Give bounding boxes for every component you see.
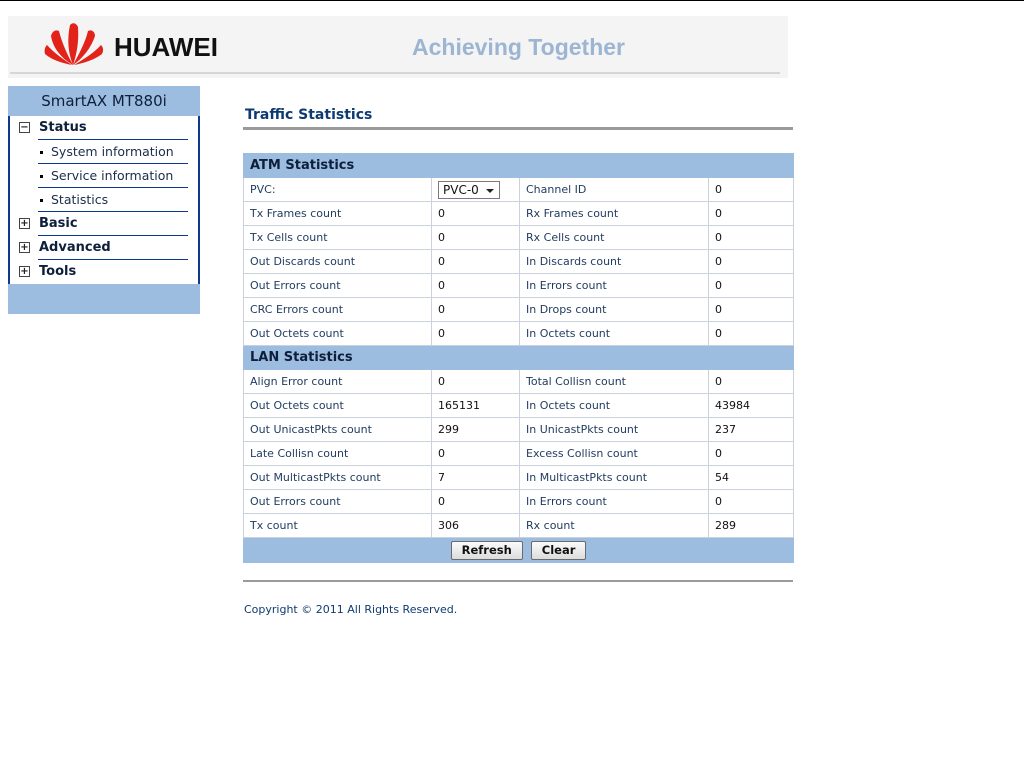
header-divider bbox=[10, 72, 780, 74]
sidebar bbox=[8, 86, 200, 314]
button-row bbox=[244, 538, 794, 563]
stat-label: Out Discards count bbox=[244, 250, 432, 274]
bullet-icon bbox=[40, 151, 43, 154]
title-divider bbox=[243, 127, 793, 130]
menu-tools[interactable] bbox=[10, 260, 198, 284]
clear-button[interactable]: Clear bbox=[531, 541, 587, 560]
pvc-select[interactable] bbox=[438, 181, 500, 199]
channel-id-label: Channel ID bbox=[520, 178, 709, 202]
stat-label: Align Error count bbox=[244, 370, 432, 394]
nav-menu bbox=[8, 116, 200, 284]
menu-advanced[interactable] bbox=[10, 236, 198, 260]
stat-value: 0 bbox=[709, 322, 794, 346]
menu-service-information[interactable] bbox=[10, 164, 198, 188]
bullet-icon bbox=[40, 175, 43, 178]
stat-label: Tx Cells count bbox=[244, 226, 432, 250]
stat-value: 0 bbox=[709, 442, 794, 466]
stat-value: 0 bbox=[709, 274, 794, 298]
stat-value: 0 bbox=[432, 490, 520, 514]
stat-label: Out UnicastPkts count bbox=[244, 418, 432, 442]
menu-tools-label: Tools bbox=[39, 264, 77, 279]
copyright: Copyright © 2011 All Rights Reserved. bbox=[244, 603, 458, 616]
stat-value: 43984 bbox=[709, 394, 794, 418]
menu-item-label: Statistics bbox=[51, 192, 109, 207]
stat-value: 0 bbox=[432, 370, 520, 394]
bullet-icon bbox=[40, 199, 43, 202]
stat-value: 289 bbox=[709, 514, 794, 538]
table-row bbox=[244, 226, 794, 250]
refresh-button[interactable]: Refresh bbox=[451, 541, 523, 560]
brand-name: HUAWEI bbox=[114, 32, 218, 62]
menu-system-information[interactable] bbox=[10, 140, 198, 164]
stat-label: Excess Collisn count bbox=[520, 442, 709, 466]
stat-value: 0 bbox=[709, 370, 794, 394]
collapse-icon[interactable]: − bbox=[20, 122, 29, 133]
stat-value: 0 bbox=[432, 250, 520, 274]
lan-section-header bbox=[244, 346, 794, 370]
chevron-down-icon bbox=[486, 189, 494, 193]
stat-label: In Errors count bbox=[520, 274, 709, 298]
stat-value: 0 bbox=[709, 298, 794, 322]
menu-advanced-label: Advanced bbox=[39, 240, 111, 255]
stat-value: 0 bbox=[709, 250, 794, 274]
bottom-divider bbox=[243, 580, 793, 582]
menu-status-label: Status bbox=[39, 120, 87, 135]
table-row bbox=[244, 466, 794, 490]
sidebar-footer bbox=[8, 284, 200, 314]
menu-item-label: System information bbox=[51, 144, 174, 159]
stat-label: In UnicastPkts count bbox=[520, 418, 709, 442]
stat-label: In Discards count bbox=[520, 250, 709, 274]
stat-value: 0 bbox=[432, 442, 520, 466]
stat-value: 0 bbox=[709, 490, 794, 514]
stat-label: In MulticastPkts count bbox=[520, 466, 709, 490]
expand-icon[interactable]: + bbox=[20, 242, 29, 253]
stat-value: 7 bbox=[432, 466, 520, 490]
table-row bbox=[244, 202, 794, 226]
huawei-logo-icon bbox=[44, 19, 104, 67]
table-row bbox=[244, 418, 794, 442]
table-row bbox=[244, 178, 794, 202]
channel-id-value: 0 bbox=[709, 178, 794, 202]
menu-basic[interactable] bbox=[10, 212, 198, 236]
table-row bbox=[244, 322, 794, 346]
stat-value: 165131 bbox=[432, 394, 520, 418]
stat-value: 0 bbox=[432, 322, 520, 346]
stat-label: Rx count bbox=[520, 514, 709, 538]
expand-icon[interactable]: + bbox=[20, 218, 29, 229]
tagline: Achieving Together bbox=[412, 34, 625, 60]
stat-label: Out Octets count bbox=[244, 394, 432, 418]
stat-value: 306 bbox=[432, 514, 520, 538]
stat-label: Rx Frames count bbox=[520, 202, 709, 226]
stat-label: In Octets count bbox=[520, 394, 709, 418]
pvc-selected-value: PVC-0 bbox=[443, 182, 479, 197]
menu-item-label: Service information bbox=[51, 168, 174, 183]
stat-value: 0 bbox=[432, 274, 520, 298]
stat-label: In Drops count bbox=[520, 298, 709, 322]
stat-value: 299 bbox=[432, 418, 520, 442]
stat-value: 54 bbox=[709, 466, 794, 490]
table-row bbox=[244, 274, 794, 298]
table-row bbox=[244, 250, 794, 274]
stat-value: 0 bbox=[709, 226, 794, 250]
stat-value: 0 bbox=[432, 226, 520, 250]
table-row bbox=[244, 370, 794, 394]
pvc-label: PVC: bbox=[244, 178, 432, 202]
section-title: ATM Statistics bbox=[244, 154, 794, 178]
stat-label: Out Errors count bbox=[244, 274, 432, 298]
header bbox=[8, 16, 788, 78]
table-row bbox=[244, 490, 794, 514]
stat-label: In Octets count bbox=[520, 322, 709, 346]
stat-label: Out Octets count bbox=[244, 322, 432, 346]
atm-section-header bbox=[244, 154, 794, 178]
main-content bbox=[243, 106, 793, 616]
stat-label: Tx count bbox=[244, 514, 432, 538]
stat-label: Total Collisn count bbox=[520, 370, 709, 394]
stat-label: Tx Frames count bbox=[244, 202, 432, 226]
stat-value: 0 bbox=[709, 202, 794, 226]
menu-statistics[interactable] bbox=[10, 188, 198, 212]
stat-label: Rx Cells count bbox=[520, 226, 709, 250]
table-row bbox=[244, 298, 794, 322]
stat-value: 0 bbox=[432, 202, 520, 226]
table-row bbox=[244, 442, 794, 466]
stat-label: Out MulticastPkts count bbox=[244, 466, 432, 490]
stat-label: CRC Errors count bbox=[244, 298, 432, 322]
top-border bbox=[0, 0, 1024, 1]
stat-value: 0 bbox=[432, 298, 520, 322]
menu-basic-label: Basic bbox=[39, 216, 78, 231]
stat-value: 237 bbox=[709, 418, 794, 442]
section-title: LAN Statistics bbox=[244, 346, 794, 370]
stat-label: Late Collisn count bbox=[244, 442, 432, 466]
table-row bbox=[244, 394, 794, 418]
stat-label: Out Errors count bbox=[244, 490, 432, 514]
traffic-table bbox=[243, 153, 794, 563]
device-model: SmartAX MT880i bbox=[8, 86, 200, 116]
page-title: Traffic Statistics bbox=[245, 107, 373, 123]
table-row bbox=[244, 514, 794, 538]
stat-label: In Errors count bbox=[520, 490, 709, 514]
menu-status[interactable] bbox=[10, 116, 198, 140]
expand-icon[interactable]: + bbox=[20, 266, 29, 277]
